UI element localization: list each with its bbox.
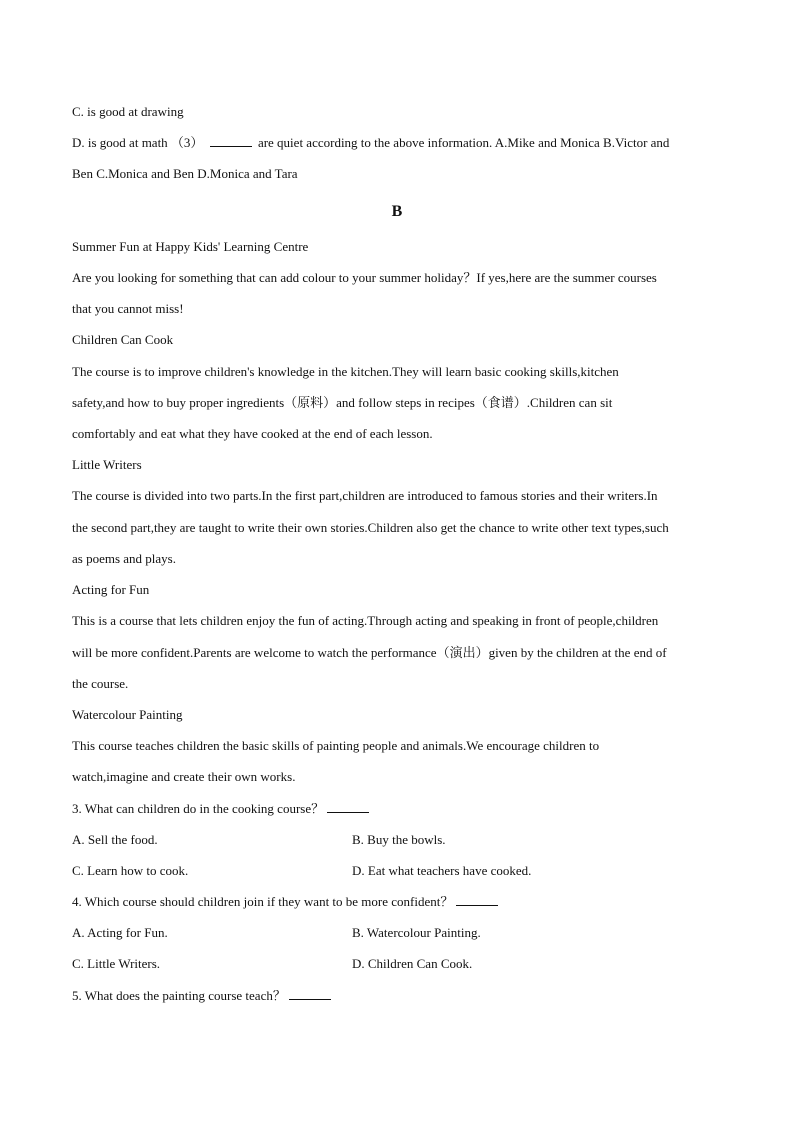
option-d: D. Children Can Cook. bbox=[352, 956, 473, 971]
passage-title: Summer Fun at Happy Kids' Learning Centre bbox=[72, 239, 309, 254]
option-d-suffix: are quiet according to the above information. A.Mike and Monica B.Victor and bbox=[257, 135, 670, 150]
options-row bbox=[72, 862, 722, 880]
option-d-prefix: D. is good at math （3） bbox=[72, 135, 204, 150]
options-row bbox=[72, 831, 722, 849]
option-a: A. Acting for Fun. bbox=[72, 925, 168, 940]
option-c-prev: C. is good at drawing bbox=[72, 104, 184, 119]
option-d: D. Eat what teachers have cooked. bbox=[352, 863, 532, 878]
question-5 bbox=[72, 987, 334, 1005]
course-text-line: safety,and how to buy proper ingredients（原料）and follow steps in recipes（食谱）.Children can sit bbox=[72, 395, 613, 410]
question-3 bbox=[72, 800, 372, 818]
course-heading: Children Can Cook bbox=[72, 332, 174, 347]
option-d-continued: Ben C.Monica and Ben D.Monica and Tara bbox=[72, 166, 298, 181]
course-heading: Little Writers bbox=[72, 457, 142, 472]
option-c: C. Learn how to cook. bbox=[72, 863, 189, 878]
course-text-line: This course teaches children the basic skills of painting people and animals.We encourage children to bbox=[72, 738, 600, 753]
course-text-line: comfortably and eat what they have cooked at the end of each lesson. bbox=[72, 426, 433, 441]
intro-line-2: that you cannot miss! bbox=[72, 301, 184, 316]
course-text-line: the course. bbox=[72, 676, 129, 691]
question-stem: 4. Which course should children join if they want to be more confident？ bbox=[72, 894, 454, 909]
course-text-line: The course is to improve children's knowledge in the kitchen.They will learn basic cooking skills,kitchen bbox=[72, 364, 619, 379]
answer-blank bbox=[327, 801, 369, 813]
course-text-line: the second part,they are taught to write their own stories.Children also get the chance to write other text types,such bbox=[72, 520, 669, 535]
option-c: C. Little Writers. bbox=[72, 956, 161, 971]
section-letter: B bbox=[391, 203, 403, 220]
intro-line-1: Are you looking for something that can add colour to your summer holiday？If yes,here are the summer courses bbox=[72, 270, 657, 285]
course-heading: Watercolour Painting bbox=[72, 707, 183, 722]
answer-blank bbox=[210, 135, 252, 147]
option-b: B. Buy the bowls. bbox=[352, 832, 446, 847]
question-stem: 3. What can children do in the cooking course？ bbox=[72, 801, 325, 816]
question-4 bbox=[72, 893, 501, 911]
options-row bbox=[72, 955, 722, 973]
answer-blank bbox=[456, 894, 498, 906]
question-stem: 5. What does the painting course teach？ bbox=[72, 988, 286, 1003]
course-text-line: The course is divided into two parts.In the first part,children are introduced to famous stories and their writers.In bbox=[72, 488, 658, 503]
answer-blank bbox=[289, 988, 331, 1000]
option-a: A. Sell the food. bbox=[72, 832, 158, 847]
option-b: B. Watercolour Painting. bbox=[352, 925, 481, 940]
course-text-line: as poems and plays. bbox=[72, 551, 176, 566]
course-text-line: will be more confident.Parents are welcome to watch the performance（演出）given by the children at the end of bbox=[72, 645, 667, 660]
options-row bbox=[72, 924, 722, 942]
course-text-line: This is a course that lets children enjoy the fun of acting.Through acting and speaking in front of people,children bbox=[72, 613, 659, 628]
course-text-line: watch,imagine and create their own works. bbox=[72, 769, 296, 784]
option-d-prev bbox=[72, 134, 669, 152]
course-heading: Acting for Fun bbox=[72, 582, 150, 597]
